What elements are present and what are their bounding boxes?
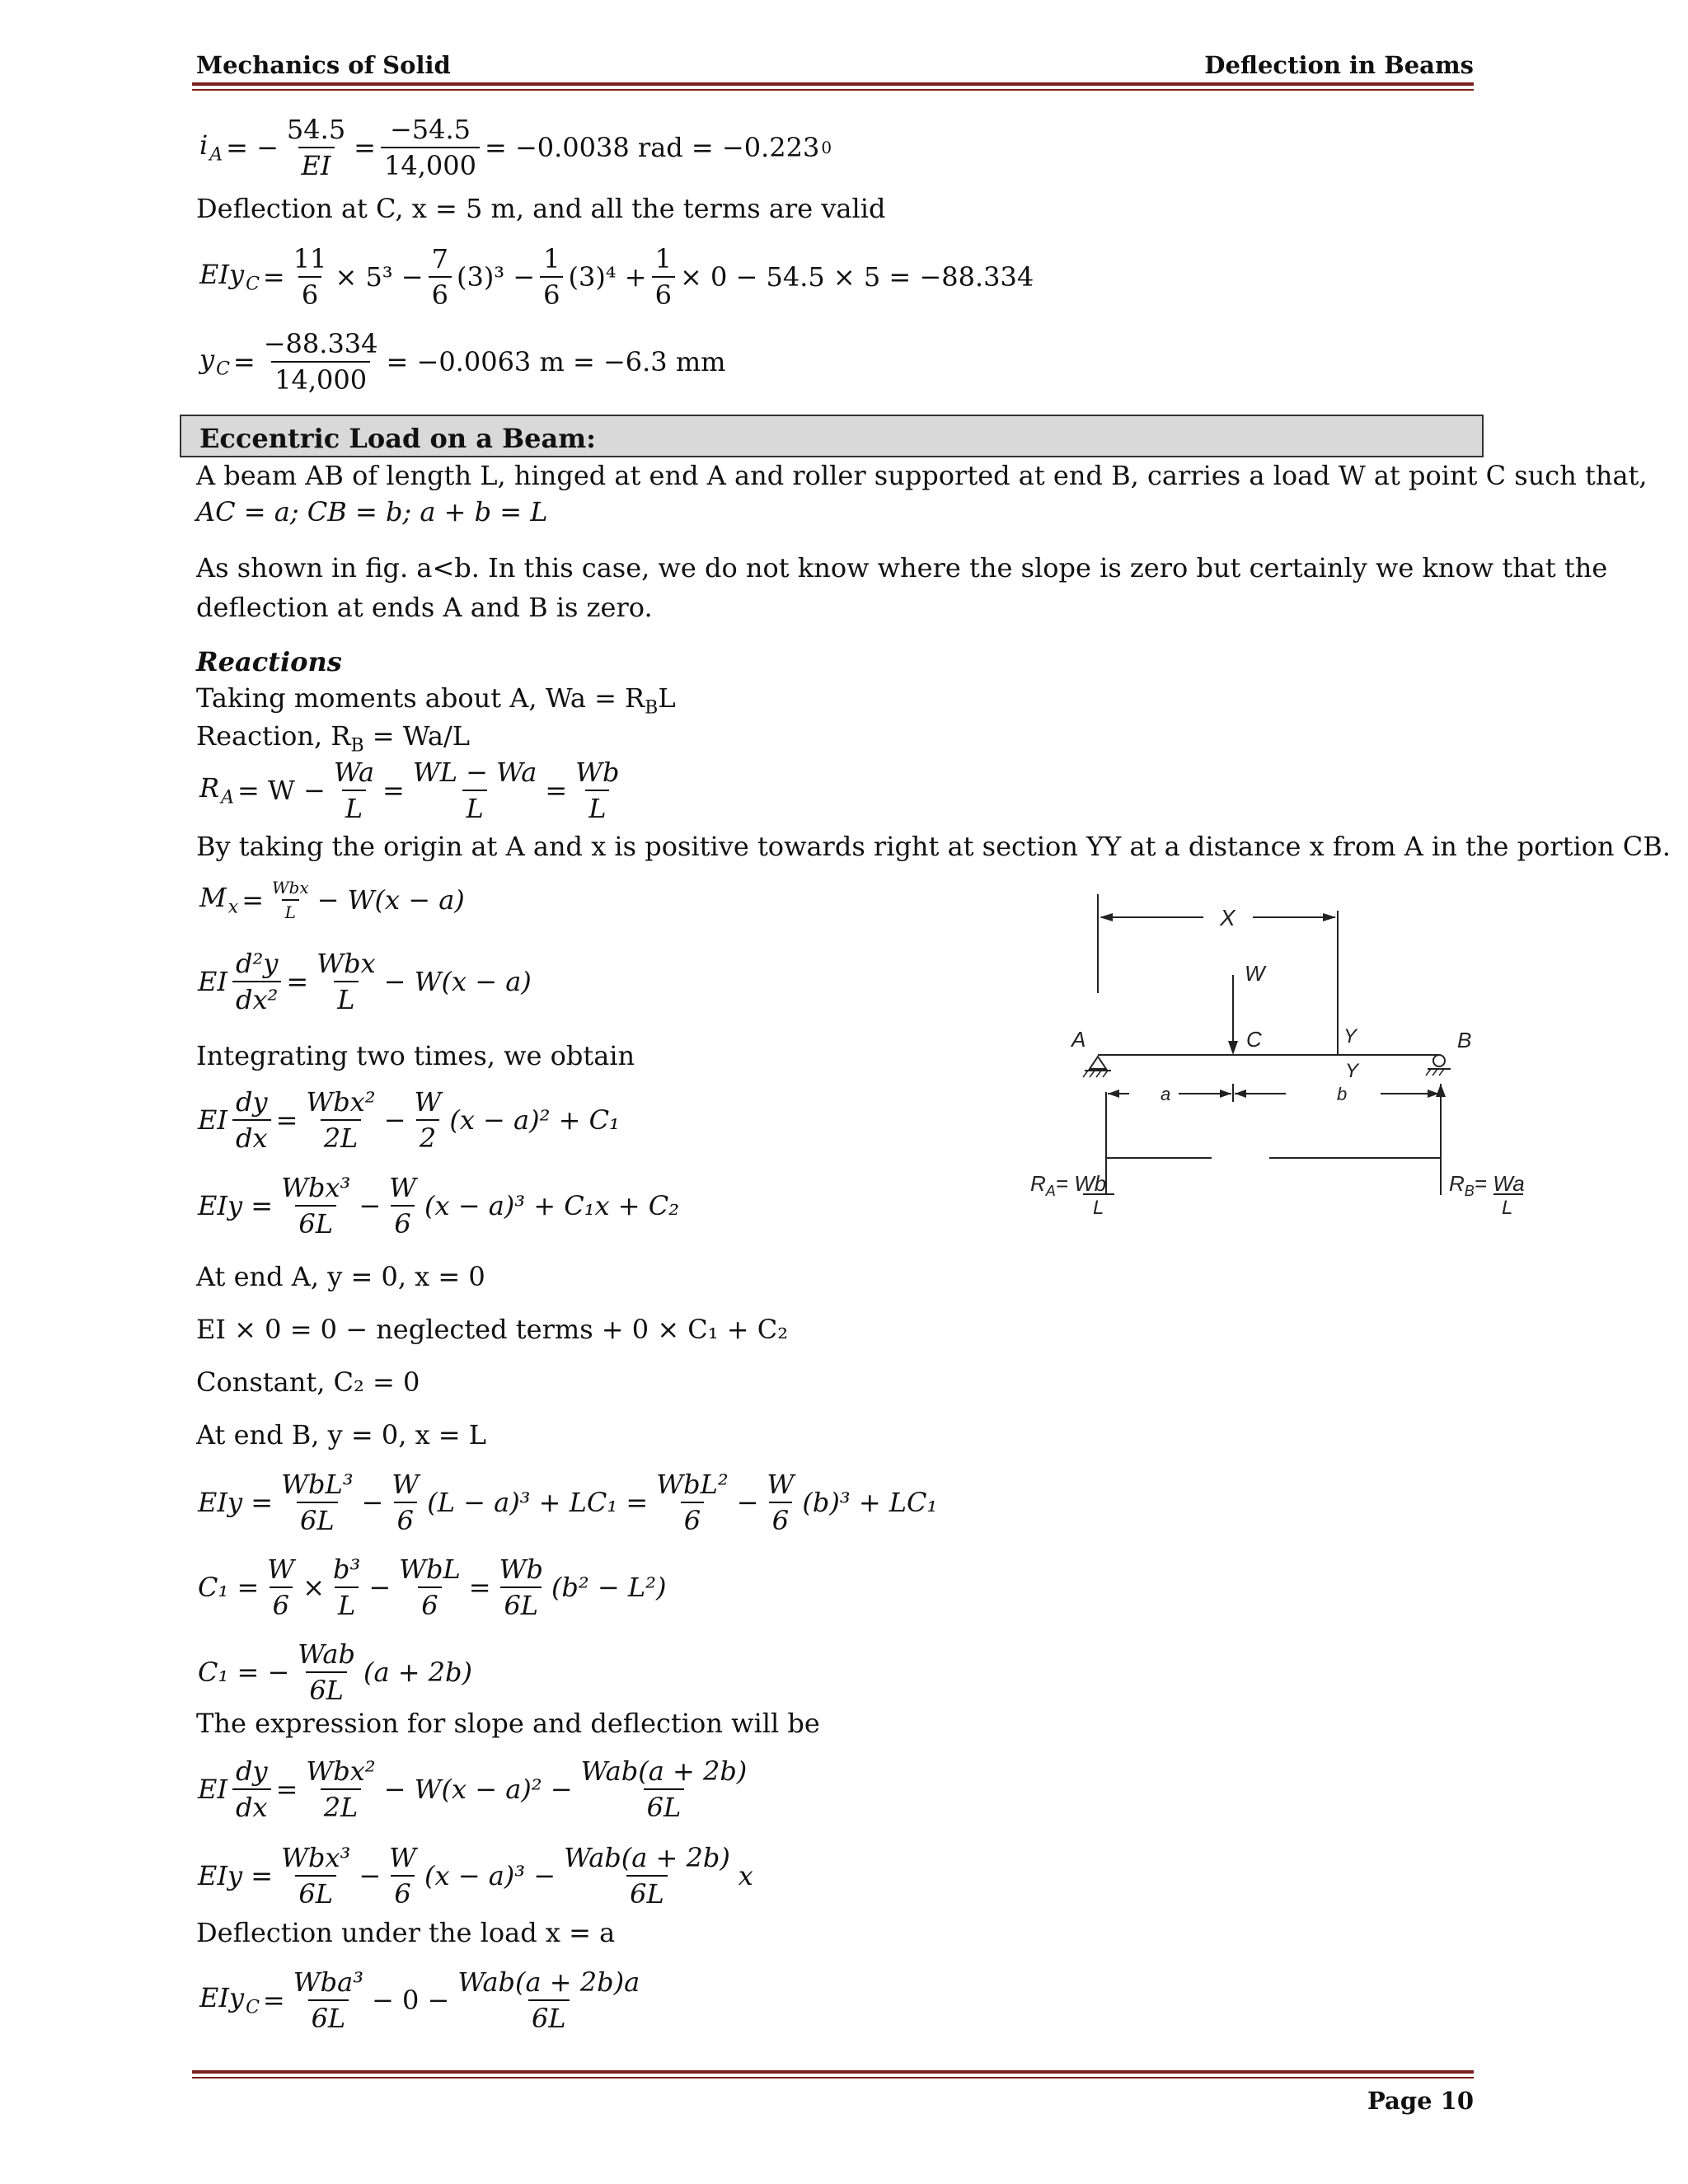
text-line: At end A, y = 0, x = 0 (196, 1261, 485, 1292)
label-c: C (1246, 1027, 1262, 1052)
text-line: EI × 0 = 0 − neglected terms + 0 × C₁ + C₂ (196, 1314, 789, 1345)
pin-support-icon (1090, 1057, 1106, 1069)
roller-support-icon (1433, 1055, 1445, 1066)
eq-deflection-final: EIy = $\frac{\text{Wbx³}}{6L}$ − $\frac{W}{6}$ (x − a)³ − $\frac{\text{Wab(a + 2b)}}{6L}$ x (198, 1842, 753, 1910)
header-left: Mechanics of Solid (196, 51, 451, 79)
para-line: As shown in fig. a<b. In this case, we do not know where the slope is zero but certainly we know that the (196, 552, 1608, 583)
eq-yc: $y_C$ = $\frac{-88.334}{14,000}$ = −0.0063 m = −6.3 mm (199, 328, 726, 396)
subheading: Reactions (196, 646, 342, 677)
para-line: AC = a; CB = b; a + b = L (196, 496, 548, 527)
eq-d2y: EI $\frac{\text{d²y}}{\text{dx²}}$ = $\frac{\text{Wbx}}{L}$ − W(x − a) (198, 948, 532, 1015)
eq-slope-a: $i_A$ = − $\frac{54.5}{EI}$ = $\frac{-54.5}{14,000}$ = −0.0038 rad = −0.223 0 (199, 114, 832, 181)
eq-ra: $R_A$ = W − $\frac{Wa}{L}$ = $\frac{WL - Wa}{L}$ = $\frac{Wb}{L}$ (199, 757, 620, 824)
text-line: Taking moments about A, $Wa = R_BL$ (196, 682, 676, 719)
header-right: Deflection in Beams (1204, 51, 1474, 79)
text-line: Reaction, $R_B = Wa/L$ (196, 720, 470, 757)
label-y-bottom: Y (1345, 1060, 1359, 1082)
label-x: X (1220, 905, 1236, 930)
label-y-top: Y (1343, 1025, 1357, 1047)
eq-c1: C₁ = $\frac{W}{6}$ × $\frac{\text{b³}}{L}$ − $\frac{\text{WbL}}{6}$ = $\frac{Wb}{6L}$ (b² − L²) (198, 1554, 667, 1621)
eq-deflection: EIy = $\frac{\text{Wbx³}}{6L}$ − $\frac{W}{6}$ (x − a)³ + C₁x + C₂ (198, 1172, 680, 1240)
label-ra: $R_A= Wb$ (1030, 1171, 1107, 1199)
label-w: W (1245, 961, 1265, 986)
eq-mx: $M_x$ = $\frac{\text{Wbx}}{L}$ − W(x − a) (199, 878, 465, 922)
eq-end-b: EIy = $\frac{\text{WbL³}}{6L}$ − $\frac{W}{6}$ (L − a)³ + LC₁ = $\frac{\text{WbL²}}{6}$ − $\frac{W}{6}$ (b)³ + LC₁ (198, 1469, 938, 1536)
beam-diagram (1014, 886, 1525, 1232)
header-rule-thin (192, 89, 1474, 91)
label-rb: $R_B= Wa$ (1449, 1171, 1525, 1199)
label-b-point: B (1457, 1028, 1472, 1052)
para-line: A beam AB of length L, hinged at end A and roller supported at end B, carries a load W at point C such that, (196, 460, 1648, 491)
header-rule (192, 82, 1474, 86)
label-rb-denominator: L (1502, 1197, 1513, 1219)
eq-slope: EI $\frac{dy}{dx}$ = $\frac{\text{Wbx²}}{2L}$ − $\frac{W}{2}$ (x − a)² + C₁ (198, 1086, 620, 1154)
text-line: Deflection under the load x = a (196, 1917, 616, 1948)
footer-rule (192, 2070, 1474, 2074)
text-line: Integrating two times, we obtain (196, 1040, 635, 1071)
section-heading: Eccentric Load on a Beam: (180, 415, 1484, 457)
text-line: By taking the origin at A and x is positive towards right at section YY at a distance x from A in the portion CB. (196, 831, 1671, 862)
text-line: At end B, y = 0, x = L (196, 1419, 487, 1451)
text-line: Constant, C₂ = 0 (196, 1366, 420, 1398)
label-a: a (1160, 1084, 1171, 1104)
label-b: b (1337, 1084, 1348, 1104)
eq-c1-final: C₁ = − $\frac{\text{Wab}}{6L}$ (a + 2b) (198, 1638, 472, 1706)
text-line: The expression for slope and deflection will be (196, 1708, 820, 1739)
eq-slope-final: EI $\frac{dy}{dx}$ = $\frac{\text{Wbx²}}{2L}$ − W(x − a)² − $\frac{\text{Wab(a + 2b)}}{6L}$ (198, 1755, 748, 1823)
label-ra-denominator: L (1093, 1197, 1104, 1219)
page-number: Page 10 (1367, 2087, 1474, 2115)
para-line: deflection at ends A and B is zero. (196, 592, 653, 623)
footer-rule-thin (192, 2077, 1474, 2079)
text-line: Deflection at C, x = 5 m, and all the terms are valid (196, 193, 886, 224)
eq-deflection-c: EIy$_C$ = $\frac{11}{6}$ × 5³ − $\frac{7}{6}$ (3)³ − $\frac{1}{6}$ (3)⁴ + $\frac{1}{6}$ × 0 − 54.5 × 5 = −88.334 (199, 243, 1034, 311)
label-a-point: A (1071, 1027, 1086, 1052)
eq-yc-final: EIy$_C$ = $\frac{\text{Wba³}}{6L}$ − 0 − $\frac{\text{Wab(a + 2b)a}}{6L}$ (199, 1966, 640, 2034)
